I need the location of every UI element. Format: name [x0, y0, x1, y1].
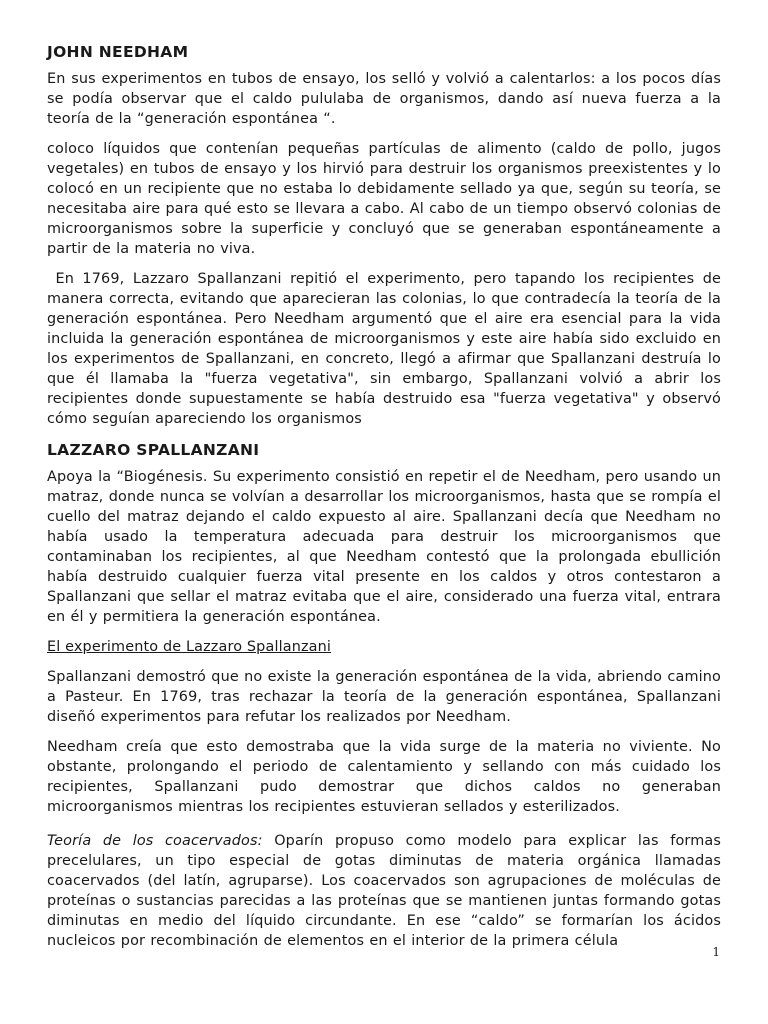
paragraph-experiment-2: Needham creía que esto demostraba que la vida surge de la materia no viviente. No obstante, prolongando el periodo de calentamiento y sellando con más cuidado los recipientes, Spallanzani pudo demostrar que dichos caldos no generaban microorganismos mientras los recipientes estuvieran sellados y esterilizados. [47, 739, 721, 815]
paragraph-needham-3: En 1769, Lazzaro Spallanzani repitió el experimento, pero tapando los recipientes de manera correcta, evitando que aparecieran las colonias, lo que contradecía la teoría de la generación espontánea. Pero Needham argumentó que el aire era esencial para la vida incluida la generación espontánea de microorganismos y este aire había sido excluido en los experimentos de Spallanzani, en concreto, llegó a afirmar que Spallanzani destruía lo que él llamaba la "fuerza vegetativa", sin embargo, Spallanzani volvió a abrir los recipientes donde supuestamente se había destruido esa "fuerza vegetativa" y observó cómo seguían apareciendo los organismos [47, 271, 727, 427]
paragraph-needham-2: coloco líquidos que contenían pequeñas partículas de alimento (caldo de pollo, jugos vegetales) en tubos de ensayo y los hirvió para destruir los organismos preexistentes y lo colocó en un recipiente que no estaba lo debidamente sellado ya que, según su teoría, se necesitaba aire para qué esto se llevara a cabo. Al cabo de un tiempo observó colonias de microorganismos sobre la superficie y concluyó que se generaban espontáneamente a partir de la materia no viva. [47, 141, 721, 257]
coacervados-lead: Teoría de los coacervados: [47, 833, 263, 849]
document-page [47, 41, 727, 961]
page-number: 1 [712, 945, 720, 959]
paragraph-coacervados [47, 831, 727, 951]
coacervados-text: Oparín propuso como modelo para explicar las formas precelulares, un tipo especial de gotas diminutas de materia orgánica llamadas coacervados (del latín, agruparse). Los coacervados son agrupaciones de moléculas de proteínas o sustancias parecidas a las proteínas que se mantienen juntas formando gotas diminutas en medio del líquido circundante. En ese “caldo” se formarían los ácidos nucleicos por recombinación de elementos en el interior de la primera célula [47, 833, 727, 949]
section-title-spallanzani: LAZZARO SPALLANZANI [47, 441, 260, 459]
paragraph-experiment-1: Spallanzani demostró que no existe la generación espontánea de la vida, abriendo camino a Pasteur. En 1769, tras rechazar la teoría de la generación espontánea, Spallanzani diseñó experimentos para refutar los realizados por Needham. [47, 669, 721, 725]
paragraph-spallanzani: Apoya la “Biogénesis. Su experimento consistió en repetir el de Needham, pero usando un matraz, donde nunca se volvían a desarrollar los microorganismos, hasta que se rompía el cuello del matraz dejando el caldo expuesto al aire. Spallanzani decía que Needham no había usado la temperatura adecuada para destruir los microorganismos que contaminaban los recipientes, al que Needham contestó que la prolongada ebullición había destruido cualquier fuerza vital presente en los caldos y otros contestaron a Spallanzani que sellar el matraz evitaba que el aire, considerado una fuerza vital, entrara en él y permitiera la generación espontánea. [47, 469, 721, 625]
section-title-needham: JOHN NEEDHAM [47, 43, 189, 61]
paragraph-needham-1: En sus experimentos en tubos de ensayo, los selló y volvió a calentarlos: a los pocos días se podía observar que el caldo pululaba de organismos, dando así nueva fuerza a la teoría de la “generación espontánea “. [47, 71, 721, 127]
subheading-experiment: El experimento de Lazzaro Spallanzani [47, 639, 332, 655]
